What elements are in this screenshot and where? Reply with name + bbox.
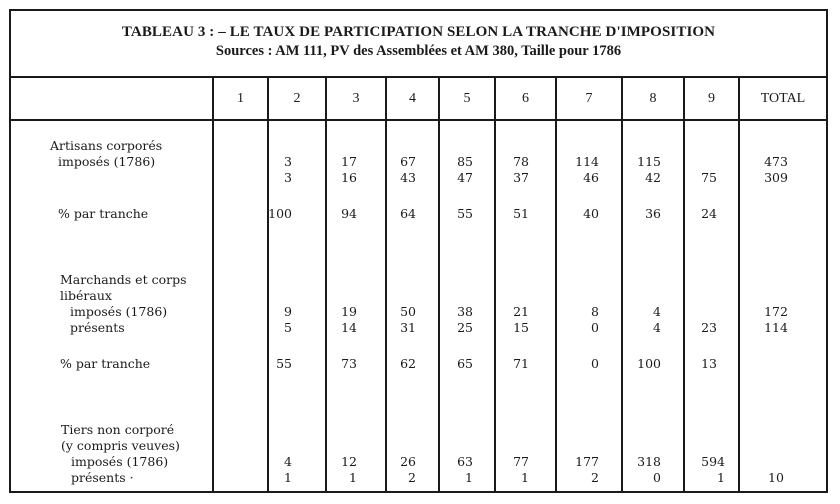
table-cell: 47 [457, 170, 473, 185]
table-cell: 100 [637, 356, 661, 371]
table-cell: 31 [400, 320, 416, 335]
table-cell: 26 [400, 454, 416, 469]
table-cell-total: 10 [768, 470, 784, 485]
table-cell: 38 [457, 304, 473, 319]
table-cell: 21 [513, 304, 529, 319]
table-cell: 1 [349, 470, 357, 485]
table-cell: 1 [521, 470, 529, 485]
table-cell-total: 114 [764, 320, 788, 335]
table-cell: 9 [284, 304, 292, 319]
row-label: % par tranche [58, 206, 149, 221]
column-divider [683, 78, 685, 493]
table-cell: 4 [284, 454, 292, 469]
table-cell: 67 [400, 154, 416, 169]
table-cell: 15 [513, 320, 529, 335]
section-heading-artisans: Artisans corporés [50, 138, 163, 153]
table-title-block [11, 11, 826, 78]
table-cell: 0 [653, 470, 661, 485]
column-divider [212, 78, 214, 493]
column-header-7: 7 [585, 91, 593, 106]
column-header-3: 3 [352, 91, 360, 106]
column-divider [267, 78, 269, 493]
column-divider [555, 78, 557, 493]
table-cell: 55 [276, 356, 292, 371]
table-cell: 85 [457, 154, 473, 169]
participation-table [9, 9, 828, 493]
table-cell: 318 [637, 454, 661, 469]
section-heading-tiers-2: (y compris veuves) [61, 438, 180, 453]
table-cell: 62 [400, 356, 416, 371]
table-cell: 8 [591, 304, 599, 319]
table-cell: 25 [457, 320, 473, 335]
section-heading-marchands: Marchands et corps [60, 272, 187, 287]
row-label: imposés (1786) [71, 454, 169, 469]
table-cell: 36 [645, 206, 661, 221]
column-header-6: 6 [522, 91, 529, 106]
table-cell: 51 [513, 206, 529, 221]
row-label: présents · [71, 470, 134, 485]
table-cell: 3 [284, 170, 292, 185]
column-divider [438, 78, 440, 493]
table-cell: 100 [268, 206, 292, 221]
row-label: imposés (1786) [70, 304, 168, 319]
table-cell: 43 [400, 170, 416, 185]
table-cell: 1 [717, 470, 725, 485]
row-label: présents [70, 320, 125, 335]
table-cell: 1 [284, 470, 292, 485]
column-header-9: 9 [708, 91, 715, 106]
table-title: TABLEAU 3 : – LE TAUX DE PARTICIPATION SELON LA TRANCHE D'IMPOSITION [121, 24, 716, 40]
column-header-1: 1 [237, 91, 244, 106]
table-cell: 177 [575, 454, 599, 469]
table-cell: 14 [341, 320, 357, 335]
table-cell: 17 [341, 154, 357, 169]
table-cell: 37 [513, 170, 529, 185]
column-header-8: 8 [649, 91, 657, 106]
table-cell: 40 [583, 206, 599, 221]
table-cell: 19 [341, 304, 357, 319]
column-header-5: 5 [463, 91, 471, 106]
section-heading-tiers: Tiers non corporé [61, 422, 175, 437]
column-divider [494, 78, 496, 493]
table-cell: 77 [513, 454, 529, 469]
row-label: % par tranche [60, 356, 151, 371]
table-cell: 13 [701, 356, 717, 371]
table-cell: 115 [637, 154, 661, 169]
table-cell: 2 [408, 470, 416, 485]
table-cell: 4 [653, 320, 661, 335]
table-cell: 0 [591, 356, 599, 371]
column-header-total: TOTAL [760, 91, 806, 106]
table-cell: 64 [400, 206, 416, 221]
table-cell-total: 172 [764, 304, 788, 319]
table-cell: 23 [701, 320, 717, 335]
table-cell: 50 [400, 304, 416, 319]
table-grid [11, 78, 826, 493]
column-divider [621, 78, 623, 493]
table-cell: 4 [653, 304, 661, 319]
section-heading-marchands-2: libéraux [60, 288, 112, 303]
table-cell: 1 [465, 470, 473, 485]
table-cell: 2 [591, 470, 599, 485]
table-cell: 94 [341, 206, 357, 221]
table-cell: 16 [341, 170, 357, 185]
table-cell-total: 309 [764, 170, 788, 185]
table-cell: 594 [701, 454, 725, 469]
table-cell: 3 [284, 154, 292, 169]
column-divider [738, 78, 740, 493]
column-header-2: 2 [293, 91, 301, 106]
table-cell: 55 [457, 206, 473, 221]
table-cell: 73 [341, 356, 357, 371]
column-divider [385, 78, 387, 493]
table-cell: 78 [513, 154, 529, 169]
table-cell: 42 [645, 170, 661, 185]
table-cell: 0 [591, 320, 599, 335]
table-cell: 12 [341, 454, 357, 469]
table-sources: Sources : AM 111, PV des Assemblées et AM 380, Taille pour 1786 [215, 43, 622, 59]
table-cell: 71 [513, 356, 529, 371]
column-header-4: 4 [409, 91, 416, 106]
table-cell: 5 [284, 320, 292, 335]
table-cell: 63 [457, 454, 473, 469]
column-divider [325, 78, 327, 493]
table-cell-total: 473 [764, 154, 788, 169]
row-label: imposés (1786) [58, 154, 156, 169]
table-cell: 114 [575, 154, 599, 169]
table-cell: 46 [583, 170, 599, 185]
table-cell: 65 [457, 356, 473, 371]
table-cell: 24 [701, 206, 717, 221]
table-cell: 75 [701, 170, 717, 185]
